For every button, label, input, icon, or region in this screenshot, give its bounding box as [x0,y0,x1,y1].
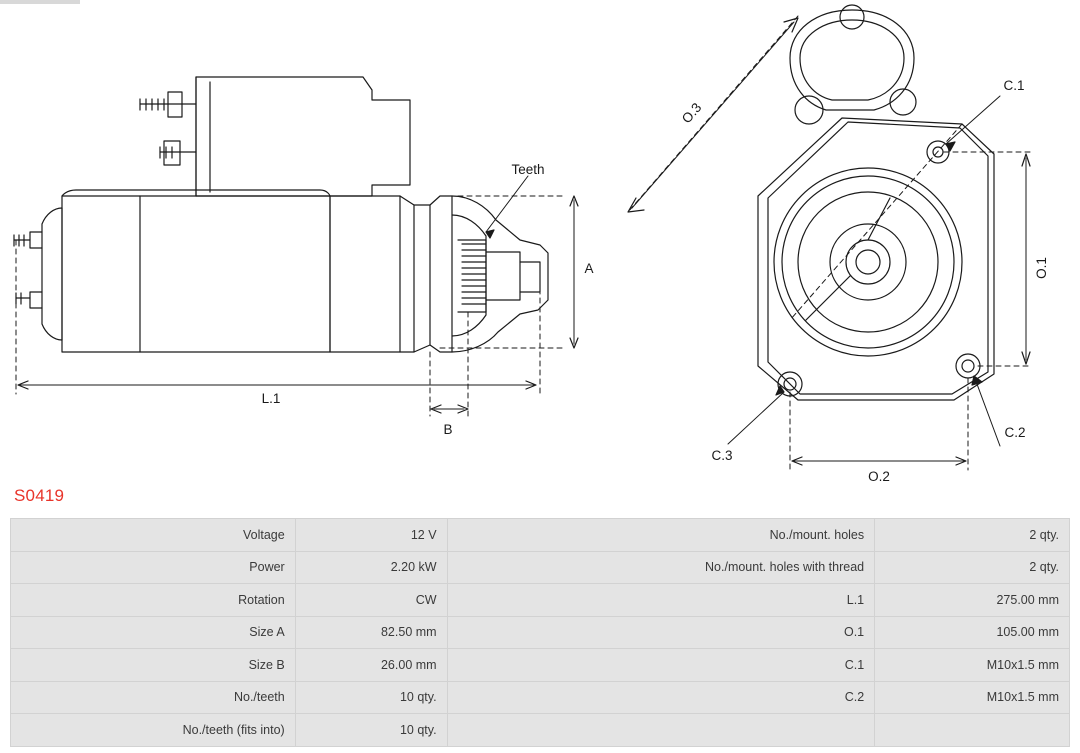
spec-value: 26.00 mm [295,649,447,682]
spec-label: L.1 [447,584,875,617]
spec-label: No./mount. holes [447,519,875,552]
spec-value: 2 qty. [875,551,1070,584]
table-row [11,551,1070,584]
table-row [11,616,1070,649]
spec-label: Rotation [11,584,296,617]
spec-value: 275.00 mm [875,584,1070,617]
spec-label: Size B [11,649,296,682]
spec-label: C.1 [447,649,875,682]
spec-label: O.1 [447,616,875,649]
label-c3: C.3 [711,448,733,463]
table-row [11,584,1070,617]
spec-value: 2 qty. [875,519,1070,552]
spec-empty-cell [875,714,1070,747]
table-row [11,649,1070,682]
table-row [11,519,1070,552]
label-c1: C.1 [1003,78,1025,93]
label-o3: O.3 [678,99,705,127]
table-row [11,681,1070,714]
label-teeth: Teeth [511,162,545,177]
table-row [11,714,1070,747]
spec-value: 10 qty. [295,714,447,747]
label-b: B [443,422,453,437]
spec-label: No./teeth (fits into) [11,714,296,747]
part-code: S0419 [14,486,65,505]
label-l1: L.1 [261,391,281,406]
label-o1: O.1 [1034,257,1049,279]
label-a: A [584,261,594,276]
spec-label: Power [11,551,296,584]
spec-label: C.2 [447,681,875,714]
spec-label: Size A [11,616,296,649]
spec-value: CW [295,584,447,617]
spec-value: 105.00 mm [875,616,1070,649]
label-c2: C.2 [1004,425,1026,440]
spec-value: 10 qty. [295,681,447,714]
spec-value: M10x1.5 mm [875,681,1070,714]
spec-value: 12 V [295,519,447,552]
spec-value: M10x1.5 mm [875,649,1070,682]
spec-label: Voltage [11,519,296,552]
label-o2: O.2 [868,469,890,482]
specification-table [10,518,1070,747]
spec-value: 2.20 kW [295,551,447,584]
spec-label: No./mount. holes with thread [447,551,875,584]
spec-empty-cell [447,714,875,747]
spec-label: No./teeth [11,681,296,714]
spec-value: 82.50 mm [295,616,447,649]
